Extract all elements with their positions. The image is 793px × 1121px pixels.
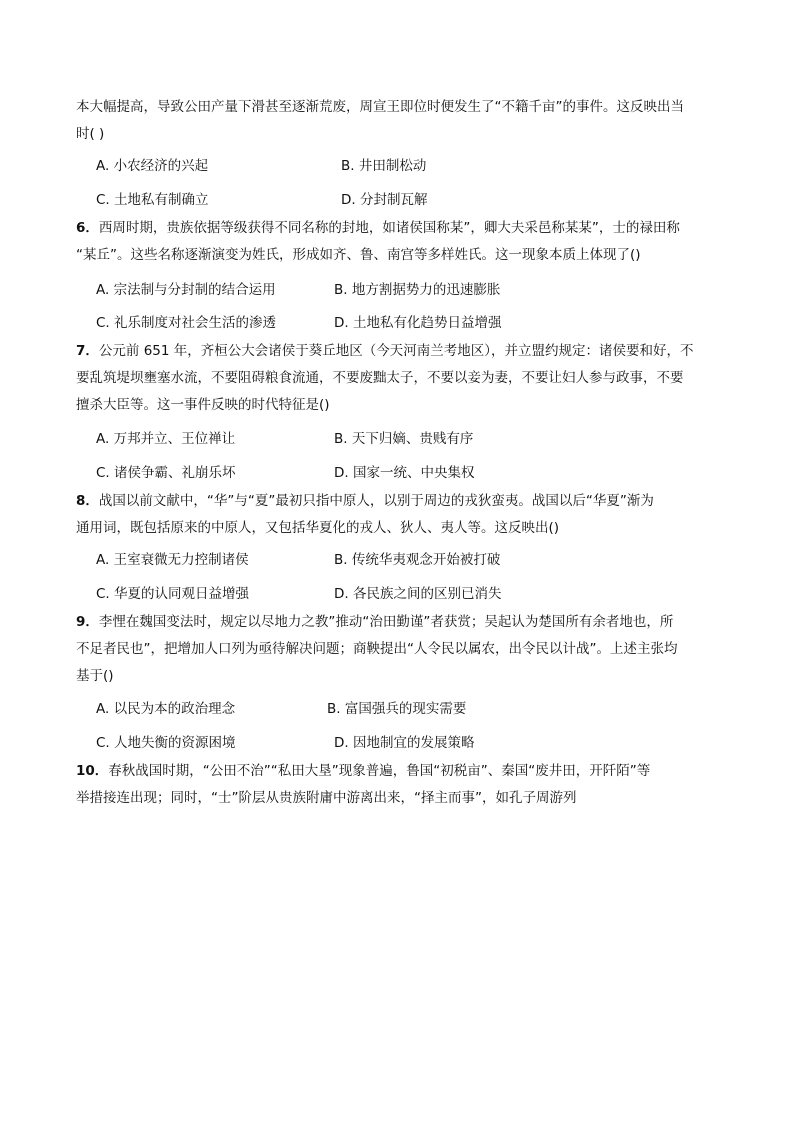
q8-option-a: A. 王室衰微无力控制诸侯 [96,552,249,568]
q8-number: 8． [76,493,99,509]
q9-option-c: C. 人地失衡的资源困境 [96,735,236,751]
q6-stem-line-1 [76,218,726,238]
q7-stem-line-1 [76,341,726,361]
q5-option-b: B. 井田制松动 [341,158,427,174]
q6-stem-line-2: “某丘”。这些名称逐渐演变为姓氏，形成如齐、鲁、南宫等多样姓氏。这一现象本质上体现了() [76,247,641,263]
q7-option-b: B. 天下归嫡、贵贱有序 [334,431,474,447]
q6-option-a: A. 宗法制与分封制的结合运用 [96,282,276,298]
q10-stem-line-2: 举措接连出现；同时，“士”阶层从贵族附庸中游离出来，“择主而事”，如孔子周游列 [76,790,577,806]
q5-option-a: A. 小农经济的兴起 [96,158,209,174]
q8-stem-line-2: 通用词，既包括原来的中原人，又包括华夏化的戎人、狄人、夷人等。这反映出() [76,520,560,536]
q5-stem-line-2: 时( ) [76,126,105,142]
q7-number: 7． [76,343,99,359]
q7-stem-line-3: 擅杀大臣等。这一事件反映的时代特征是() [76,397,330,413]
q5-option-d: D. 分封制瓦解 [341,192,428,208]
q6-option-d: D. 土地私有化趋势日益增强 [334,315,502,331]
q6-option-c: C. 礼乐制度对社会生活的渗透 [96,315,277,331]
q6-number: 6． [76,220,99,236]
q9-option-d: D. 因地制宜的发展策略 [334,735,475,751]
q10-stem-line-1 [76,761,726,781]
q9-option-b: B. 富国强兵的现实需要 [327,701,467,717]
q9-stem-line-2: 不足者民也”，把增加人口列为亟待解决问题；商鞅提出“人令民以属农，出令民以计战”。上述主张均 [76,641,678,657]
q9-stem-line-1 [76,612,726,632]
q5-stem-line-1: 本大幅提高，导致公田产量下滑甚至逐渐荒废，周宣王即位时便发生了“不籍千亩”的事件。这反映出当 [76,99,684,115]
q9-stem-text-1: 李悝在魏国变法时，规定以尽地力之教”推动“治田勤谨”者获赏；吴起认为楚国所有余者地也，所 [98,614,674,630]
q7-option-c: C. 诸侯争霸、礼崩乐坏 [96,465,236,481]
q8-stem-line-1 [76,491,726,511]
q10-stem-text-1: 春秋战国时期，“公田不治”“私田大垦”现象普遍，鲁国“初税亩”、秦国“废井田，开阡陌”等 [108,763,651,779]
q7-stem-text-1: 公元前 651 年，齐桓公大会诸侯于葵丘地区（今天河南兰考地区），并立盟约规定：诸侯要和好，不 [98,343,694,359]
q10-number: 10． [76,763,109,779]
q9-stem-line-3: 基于() [76,668,114,684]
q9-number: 9． [76,614,99,630]
q8-option-b: B. 传统华夷观念开始被打破 [334,552,501,568]
q7-option-d: D. 国家一统、中央集权 [334,465,475,481]
q8-stem-text-1: 战国以前文献中，“华”与“夏”最初只指中原人，以别于周边的戎狄蛮夷。战国以后“华夏”渐为 [98,493,654,509]
q5-option-c: C. 土地私有制确立 [96,192,209,208]
q7-option-a: A. 万邦并立、王位禅让 [96,431,236,447]
q6-option-b: B. 地方割据势力的迅速膨胀 [334,282,501,298]
q8-option-d: D. 各民族之间的区别已消失 [334,586,502,602]
q9-option-a: A. 以民为本的政治理念 [96,701,236,717]
q6-stem-text-1: 西周时期，贵族依据等级获得不同名称的封地，如诸侯国称某”，卿大夫采邑称某某”，士的禄田称 [98,220,680,236]
q7-stem-line-2: 要乱筑堤坝壅塞水流，不要阻碍粮食流通，不要废黜太子，不要以妾为妻，不要让妇人参与政事，不要 [76,370,684,386]
q8-option-c: C. 华夏的认同观日益增强 [96,586,250,602]
